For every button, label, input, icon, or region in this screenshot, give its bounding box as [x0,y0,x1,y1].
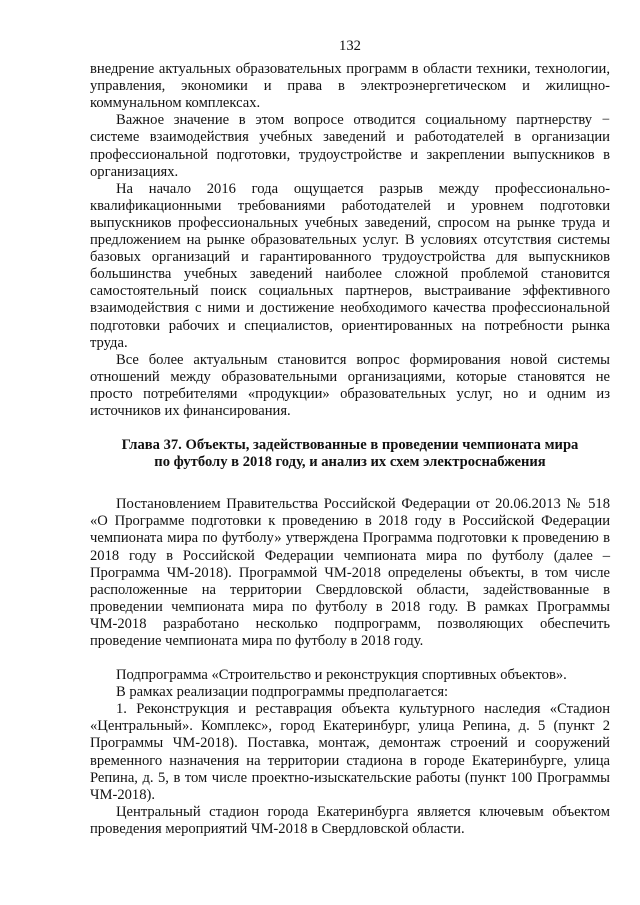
chapter-heading-line: по футболу в 2018 году, и анализ их схем электроснабжения [154,454,546,471]
paragraph: Все более актуальным становится вопрос формирования новой системы отношений между образовательными организациями, которые становятся не просто потребителями «продукции» образовательных услуг, но и одним из источников их финансирования. [90,351,610,419]
document-page [90,38,610,838]
paragraph: Центральный стадион города Екатеринбурга является ключевым объектом проведения мероприятий ЧМ-2018 в Свердловской области. [90,803,610,837]
chapter-heading [90,437,610,471]
paragraph: внедрение актуальных образовательных программ в области техники, технологии, управления, экономики и права в электроэнергетическом и жилищно-коммунальном комплексах. [90,61,610,112]
paragraph: 1. Реконструкция и реставрация объекта культурного наследия «Стадион «Центральный». Комплекс», город Екатеринбург, улица Репина, д. 5 (пункт 2 Программы ЧМ-2018). Поставка, монтаж, демонтаж строений и сооружений временного назначения на территории стадиона в городе Екатеринбурге, улица Репина, д. 5, в том числе проектно-изыскательские работы (пункт 100 Программы ЧМ-2018). [90,701,610,803]
page-number: 132 [339,38,361,54]
paragraph: В рамках реализации подпрограммы предполагается: [116,684,449,701]
paragraph: Важное значение в этом вопросе отводится социальному партнерству − системе взаимодействия учебных заведений и работодателей в организации профессиональной подготовки, трудоустройстве и закреплении выпускников в организациях. [90,112,610,180]
chapter-heading-line: Глава 37. Объекты, задействованные в проведении чемпионата мира [121,437,579,454]
paragraph: Постановлением Правительства Российской Федерации от 20.06.2013 № 518 «О Программе подготовки к проведению в 2018 году в Российской Федерации чемпионата мира по футболу» утверждена Программа подготовки к проведению в 2018 году в Российской Федерации чемпионата мира по футболу (далее – Программа ЧМ-2018). Программой ЧМ-2018 определены объекты, в том числе расположенные на территории Свердловской области, задействованные в проведении чемпионата мира по футболу в 2018 году. В рамках Программы ЧМ-2018 разработано несколько подпрограмм, позволяющих обеспечить проведение чемпионата мира по футболу в 2018 году. [90,496,610,649]
paragraph: На начало 2016 года ощущается разрыв между профессионально-квалификационными требованиями работодателей и уровнем подготовки выпускников профессиональных учебных заведений, спросом на рынке труда и предложением на рынке образовательных услуг. В условиях отсутствия системы базовых организаций и гарантированного трудоустройства для выпускников большинства учебных заведений наиболее сложной проблемой становится самостоятельный поиск социальных партнеров, выстраивание эффективного взаимодействия с ними и достижение необходимого качества профессиональной подготовки рабочих и специалистов, ориентированных на потребности рынка труда. [90,180,610,351]
paragraph-gap [90,650,610,667]
paragraph: Подпрограмма «Строительство и реконструкция спортивных объектов». [116,667,567,684]
